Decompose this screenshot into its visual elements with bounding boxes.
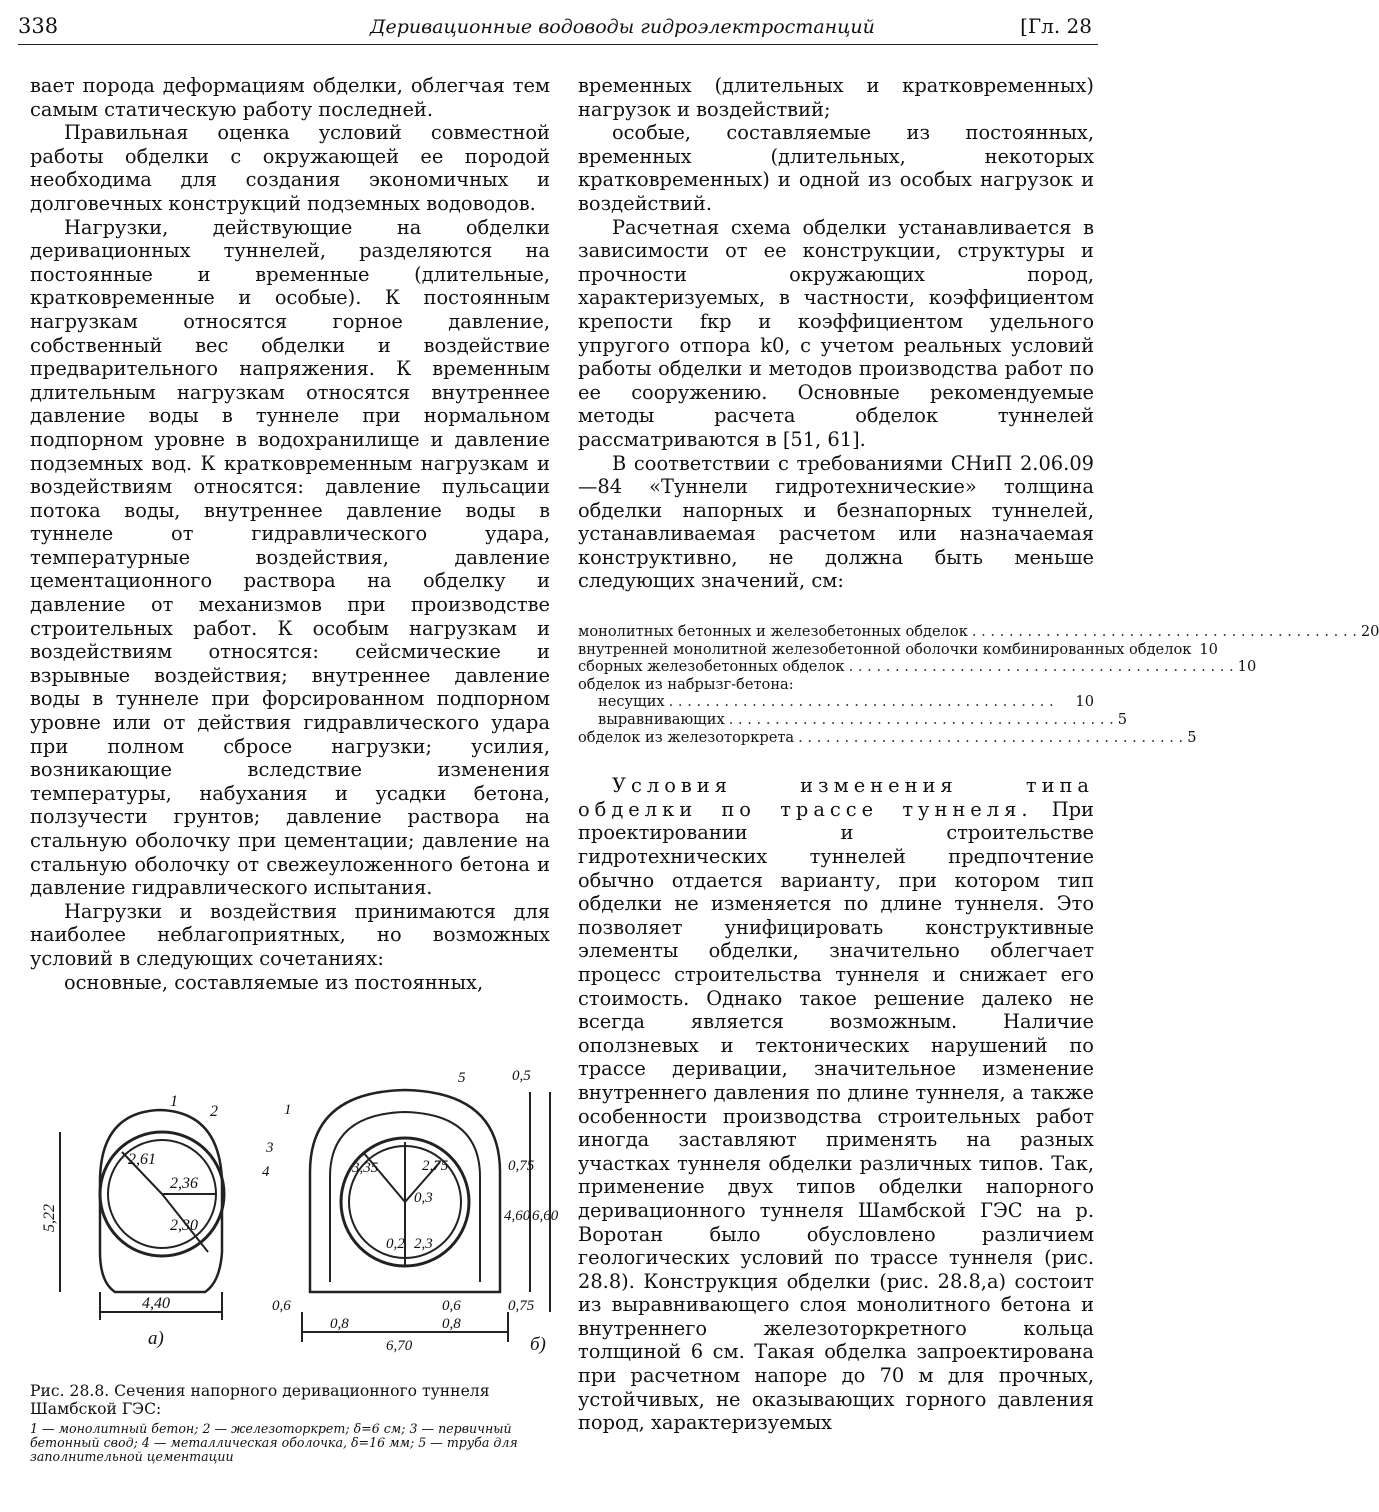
paragraph: В соответствии с требованиями СНиП 2.06.09—84 «Туннели гидротехнические» толщина обделки напорных и безнапорных туннелей, устанавливаемая расчетом или назначаемая конструктивно, не должна быть меньше следующих значений, см: — [578, 451, 1094, 593]
figure-caption: Рис. 28.8. Сечения напорного деривационного туннеля Шамбской ГЭС: — [30, 1382, 490, 1418]
dim-label: 1 — [170, 1093, 178, 1110]
right-column — [578, 74, 1379, 1435]
dim-label: 4 — [262, 1164, 270, 1180]
running-title: Деривационные водоводы гидроэлектростанций — [370, 16, 875, 38]
left-column — [30, 74, 550, 994]
dim-label: 3,35 — [352, 1160, 379, 1176]
dim-label: 4,60 — [504, 1208, 531, 1224]
section-paragraph — [578, 774, 1094, 1435]
section-b-dims — [262, 1068, 559, 1355]
dim-label: 0,75 — [508, 1298, 535, 1314]
dim-label: 4,40 — [142, 1295, 170, 1312]
paragraph: Нагрузки и воздействия принимаются для наиболее неблагоприятных, но возможных условий в следующих сочетаниях: — [30, 899, 550, 970]
figure-legend: 1 — монолитный бетон; 2 — железоторкрет; δ=6 см; 3 — первичный бетонный свод; 4 — металлическая оболочка, δ=16 мм; 5 — труба для заполнительной цементации — [30, 1421, 518, 1464]
dim-label: 0,3 — [414, 1190, 433, 1206]
paragraph: основные, составляемые из постоянных, — [64, 970, 484, 994]
dim-label: 0,8 — [442, 1316, 461, 1332]
dim-label: 1 — [284, 1102, 292, 1118]
dim-label: 5,22 — [41, 1204, 58, 1232]
dim-label: 0,6 — [442, 1298, 461, 1314]
dim-label: 0,2 — [386, 1236, 405, 1252]
dim-label: 6,70 — [386, 1338, 413, 1354]
subfigure-label-b: б) — [530, 1334, 546, 1355]
dim-label: 0,6 — [272, 1298, 291, 1314]
dim-label: 6,60 — [532, 1208, 559, 1224]
dim-label: 0,8 — [330, 1316, 349, 1332]
table-row: обделок из набрызг-бетона: — [578, 675, 794, 693]
paragraph: Нагрузки, действующие на обделки деривационных туннелей, разделяются на постоянные и временные (длительные, кратковременные и особые). К постоянным нагрузкам относятся горное давление, собственный вес обделки и воздействие предварительного напряжения. К временным длительным нагрузкам относятся внутреннее давление воды в туннеле при нормальном подпорном уровне в водохранилище и давление подземных вод. К кратковременным нагрузкам и воздействиям относятся: давление пульсации потока воды, внутреннее давление воды в туннеле от гидравлического удара, температурные воздействия, давление цементационного раствора на обделку и давление от механизмов при производстве строительных работ. К особым нагрузкам и воздействиям относятся: сейсмические и взрывные воздействия; внутреннее давление воды в туннеле при форсированном подпорном уровне или от действия гидравлического удара при полном сбросе нагрузки; усилия, возникающие вследствие изменения температуры, набухания и усадки бетона, ползучести грунтов; давление раствора на стальную оболочку при цементации; давление на стальную оболочку от свежеуложенного бетона и давление гидравлического испытания. — [30, 215, 550, 900]
dim-label: 2,61 — [128, 1151, 156, 1168]
table-row: монолитных бетонных и железобетонных обделок . . . 20 — [578, 623, 1094, 641]
dim-label: 0,75 — [508, 1158, 535, 1174]
section-text: При проектировании и строительстве гидротехнических туннелей предпочтение обычно отдается варианту, при котором тип обделки не изменяется по длине туннеля. Это позволяет унифицировать конструктивные элементы обделки, значительно облегчает процесс строительства туннеля и снижает его стоимость. Однако такое решение далеко не всегда является возможным. Наличие оползневых и тектонических нарушений по трассе деривации, значительное изменение внутреннего давления по длине туннеля, а также особенности производства строительных работ иногда заставляют применять на разных участках туннеля обделки различных типов. Так, применение двух типов обделки напорного деривационного туннеля Шамбской ГЭС на р. Воротан было обусловлено различием геологических условий по трассе туннеля (рис. 28.8). Конструкция обделки (рис. 28.8,а) состоит из выравнивающего слоя монолитного бетона и внутреннего железоторкретного кольца толщиной 6 см. Такая обделка запроектирована при расчетном напоре до 70 м для прочных, устойчивых, не оказывающих горного давления пород, характеризуемых — [578, 797, 1094, 1435]
table-row: обделок из железоторкрета . . . 5 — [578, 729, 1094, 747]
table-row: внутренней монолитной железобетонной оболочки комбинированных обделок 10 — [578, 640, 1218, 658]
dim-label: 5 — [458, 1070, 466, 1086]
section-a — [60, 1110, 224, 1320]
section-heading: Условия изменения типа обделки по трассе туннеля. — [578, 774, 1094, 821]
figure-28-8 — [30, 1052, 559, 1372]
dim-label: 0,5 — [512, 1068, 531, 1084]
dim-label: 2,36 — [170, 1175, 198, 1192]
dim-label: 2,30 — [170, 1217, 198, 1234]
table-row: выравнивающих . . . 5 — [578, 711, 1094, 729]
header-rule — [18, 44, 1098, 45]
paragraph: особые, составляемые из постоянных, временных (длительных, некоторых кратковременных) и одной из особых нагрузок и воздействий. — [578, 121, 1094, 215]
dim-label: 2,3 — [414, 1236, 433, 1252]
thickness-table — [578, 623, 1379, 746]
table-row: сборных железобетонных обделок . . . 10 — [578, 658, 1094, 676]
dim-label: 3 — [266, 1140, 274, 1156]
paragraph: временных (длительных и кратковременных) нагрузок и воздействий; — [578, 74, 1094, 121]
table-row: несущих . . . 10 — [578, 693, 1094, 711]
paragraph: Расчетная схема обделки устанавливается в зависимости от ее конструкции, структуры и прочности окружающих пород, характеризуемых, в частности, коэффициентом крепости fкр и коэффициентом удельного упругого отпора k0, с учетом реальных условий работы обделки и методов производства работ по ее сооружению. Основные рекомендуемые методы расчета обделок туннелей рассматриваются в [51, 61]. — [578, 215, 1094, 451]
running-header — [18, 12, 1098, 42]
chapter-marker: [Гл. 28 — [1020, 14, 1092, 38]
page-number: 338 — [18, 14, 59, 38]
section-a-dims — [41, 1093, 218, 1349]
dim-label: 2,75 — [422, 1158, 449, 1174]
paragraph: вает порода деформациям обделки, облегчая тем самым статическую работу последней. — [30, 74, 550, 121]
tunnel-sections-drawing — [30, 1052, 559, 1372]
subfigure-label-a: а) — [148, 1328, 164, 1349]
paragraph: Правильная оценка условий совместной работы обделки с окружающей ее породой необходима для создания экономичных и долговечных конструкций подземных водоводов. — [30, 121, 550, 215]
dim-label: 2 — [210, 1103, 218, 1120]
